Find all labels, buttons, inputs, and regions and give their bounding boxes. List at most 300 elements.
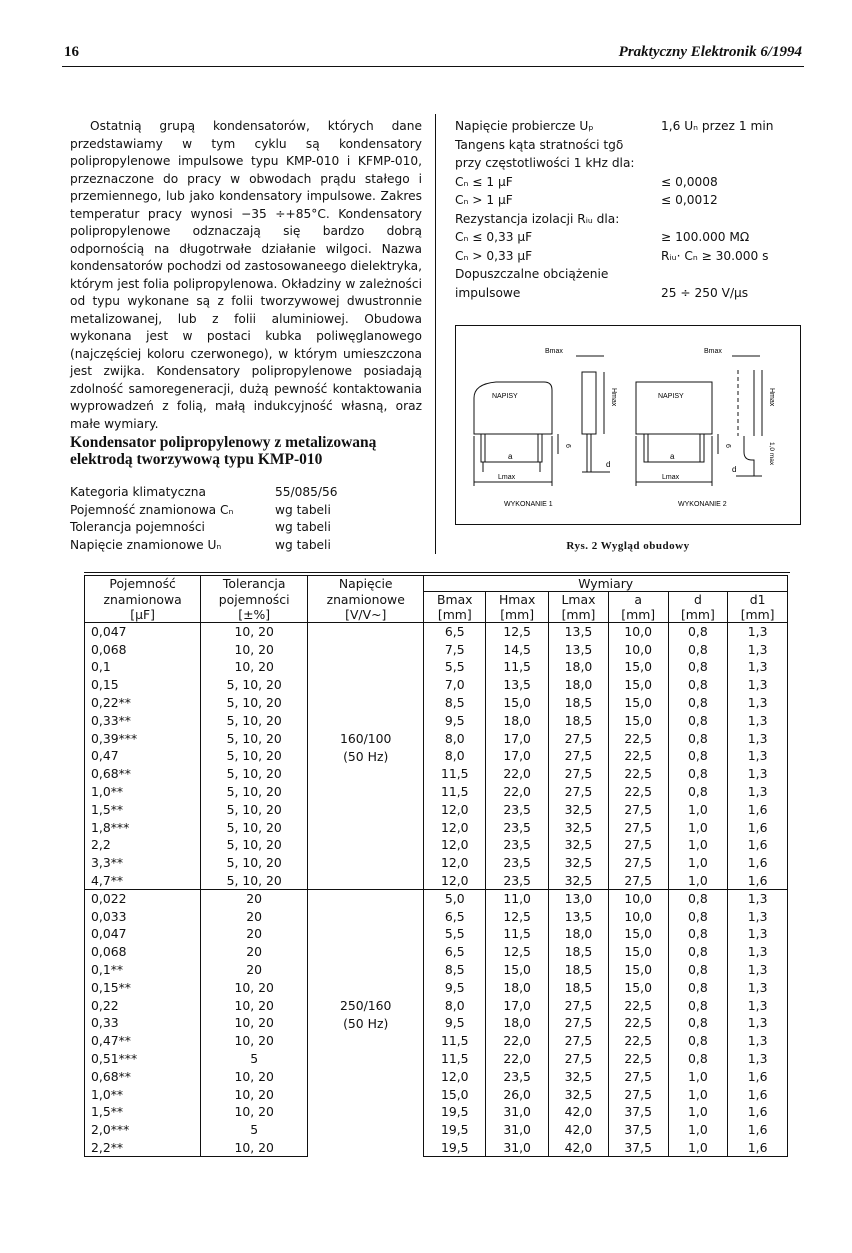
cell-bmax: 6,5 [424, 907, 486, 925]
cell-capacitance: 0,022 [85, 889, 201, 907]
cell-d: 0,8 [668, 943, 728, 961]
voltage-frequency: (50 Hz) [343, 1015, 389, 1031]
cell-hmax: 15,0 [486, 694, 549, 712]
cell-lmax: 27,5 [549, 996, 609, 1014]
cell-a: 37,5 [608, 1121, 668, 1139]
cell-bmax: 8,0 [424, 729, 486, 747]
cell-bmax: 12,0 [424, 818, 486, 836]
cell-lmax: 32,5 [549, 800, 609, 818]
cell-lmax: 13,0 [549, 889, 609, 907]
col-lmax-unit: [mm] [549, 607, 609, 623]
table-row [85, 961, 788, 979]
cell-lmax: 32,5 [549, 818, 609, 836]
cell-capacitance: 0,047 [85, 925, 201, 943]
cell-tolerance: 5, 10, 20 [201, 765, 308, 783]
section-heading: Kondensator polipropylenowy z metalizowaną elektrodą tworzywową typu KMP-010 [70, 434, 377, 468]
cell-d1: 1,3 [728, 729, 788, 747]
cell-d1: 1,6 [728, 1085, 788, 1103]
table-row [85, 1103, 788, 1121]
table-row [85, 907, 788, 925]
cell-lmax: 18,5 [549, 943, 609, 961]
spec-value: 1,6 Uₙ przez 1 min [661, 119, 774, 133]
table-row [85, 711, 788, 729]
cell-d1: 1,3 [728, 978, 788, 996]
table-row [85, 996, 788, 1014]
cell-d1: 1,3 [728, 889, 788, 907]
cell-bmax: 5,5 [424, 925, 486, 943]
col-volt-h2: znamionowe [308, 592, 424, 608]
cell-voltage [308, 889, 424, 1156]
cell-d1: 1,6 [728, 1067, 788, 1085]
cell-bmax: 11,5 [424, 783, 486, 801]
napisy-label-v1: NAPISY [492, 393, 518, 400]
table-row [85, 818, 788, 836]
cell-d: 0,8 [668, 783, 728, 801]
cell-capacitance: 0,15 [85, 676, 201, 694]
table-row [85, 765, 788, 783]
cell-lmax: 18,0 [549, 658, 609, 676]
col-lmax: Lmax [549, 592, 609, 608]
col-d1-unit: [mm] [728, 607, 788, 623]
table-row [85, 694, 788, 712]
cell-bmax: 11,5 [424, 765, 486, 783]
cell-a: 27,5 [608, 818, 668, 836]
cell-bmax: 8,0 [424, 996, 486, 1014]
table-row [85, 1085, 788, 1103]
table-row [85, 623, 788, 641]
variant1-label: WYKONANIE 1 [504, 501, 553, 508]
cell-capacitance: 0,1** [85, 961, 201, 979]
cell-d1: 1,6 [728, 1103, 788, 1121]
spec-value: ≥ 100.000 MΩ [661, 230, 750, 244]
cell-hmax: 14,5 [486, 640, 549, 658]
cell-capacitance: 0,22** [85, 694, 201, 712]
table-row [85, 1139, 788, 1157]
cell-lmax: 13,5 [549, 640, 609, 658]
cell-hmax: 31,0 [486, 1121, 549, 1139]
cell-hmax: 23,5 [486, 872, 549, 890]
table-row [85, 1014, 788, 1032]
col-hmax-unit: [mm] [486, 607, 549, 623]
dims-group-header: Wymiary [424, 576, 788, 592]
cell-bmax: 5,0 [424, 889, 486, 907]
capacitor-table [84, 575, 788, 1157]
cell-a: 22,5 [608, 747, 668, 765]
lmax-label-v1: Lmax [498, 474, 516, 481]
cell-lmax: 18,5 [549, 694, 609, 712]
cell-voltage [308, 623, 424, 890]
col-volt-h1: Napięcie [308, 576, 424, 592]
cell-hmax: 17,0 [486, 729, 549, 747]
housing-drawing [456, 326, 802, 526]
cell-capacitance: 0,39*** [85, 729, 201, 747]
cell-a: 15,0 [608, 676, 668, 694]
bmax-label-v1: Bmax [545, 348, 563, 355]
cell-hmax: 31,0 [486, 1103, 549, 1121]
cell-lmax: 32,5 [549, 1085, 609, 1103]
cell-d1: 1,3 [728, 1014, 788, 1032]
cell-d: 1,0 [668, 800, 728, 818]
spec-row [455, 210, 773, 229]
housing-figure [455, 325, 801, 525]
lead-right-v2 [700, 434, 704, 462]
table-row [85, 1121, 788, 1139]
table-row [85, 836, 788, 854]
spec-row [455, 265, 773, 284]
cell-d1: 1,3 [728, 925, 788, 943]
spec-value: wg tabeli [275, 537, 331, 552]
spec-row [455, 117, 773, 136]
cell-hmax: 23,5 [486, 818, 549, 836]
spec-label: Cₙ ≤ 1 µF [455, 174, 513, 189]
six-label-v2: 6 [724, 444, 731, 448]
cell-a: 10,0 [608, 640, 668, 658]
table-row [85, 872, 788, 890]
table-group-250v [85, 889, 788, 1156]
cell-d: 1,0 [668, 872, 728, 890]
cell-d: 1,0 [668, 1085, 728, 1103]
spec-row [455, 173, 773, 192]
journal-title: Praktyczny Elektronik 6/1994 [618, 44, 802, 60]
lead-side-v2 [744, 436, 754, 476]
spec-row [70, 519, 338, 537]
cell-hmax: 12,5 [486, 907, 549, 925]
hmax-label-v2: Hmax [768, 388, 775, 407]
cell-a: 15,0 [608, 694, 668, 712]
cell-hmax: 22,0 [486, 783, 549, 801]
cell-tolerance: 5, 10, 20 [201, 711, 308, 729]
cell-a: 15,0 [608, 961, 668, 979]
cell-capacitance: 0,22 [85, 996, 201, 1014]
cell-d: 0,8 [668, 907, 728, 925]
cell-d1: 1,6 [728, 1121, 788, 1139]
cell-lmax: 32,5 [549, 836, 609, 854]
cell-d1: 1,6 [728, 872, 788, 890]
cell-capacitance: 0,047 [85, 623, 201, 641]
cell-a: 10,0 [608, 623, 668, 641]
spec-label: Pojemność znamionowa Cₙ [70, 502, 234, 517]
cell-tolerance: 5, 10, 20 [201, 694, 308, 712]
col-volt-unit: [V/V~] [308, 607, 424, 623]
cell-tolerance: 10, 20 [201, 640, 308, 658]
cell-tolerance: 10, 20 [201, 996, 308, 1014]
col-d1: d1 [728, 592, 788, 608]
d-label-v1: d [606, 460, 611, 469]
cell-bmax: 12,0 [424, 854, 486, 872]
cell-hmax: 12,5 [486, 943, 549, 961]
cell-lmax: 18,5 [549, 961, 609, 979]
cell-bmax: 15,0 [424, 1085, 486, 1103]
cell-a: 22,5 [608, 1032, 668, 1050]
cell-lmax: 27,5 [549, 783, 609, 801]
cell-tolerance: 10, 20 [201, 1139, 308, 1157]
cell-d: 1,0 [668, 818, 728, 836]
cell-a: 22,5 [608, 1014, 668, 1032]
cell-tolerance: 5, 10, 20 [201, 729, 308, 747]
figure-caption: Rys. 2 Wygląd obudowy [566, 540, 690, 552]
cell-hmax: 11,5 [486, 658, 549, 676]
cell-d: 0,8 [668, 996, 728, 1014]
specs-right [455, 117, 773, 302]
cell-a: 37,5 [608, 1103, 668, 1121]
cell-lmax: 27,5 [549, 729, 609, 747]
spec-row [70, 502, 338, 520]
cell-lmax: 27,5 [549, 1032, 609, 1050]
cell-tolerance: 20 [201, 943, 308, 961]
table-row [85, 800, 788, 818]
cell-d: 0,8 [668, 694, 728, 712]
cell-lmax: 32,5 [549, 1067, 609, 1085]
col-cap-unit: [µF] [85, 607, 201, 623]
cell-capacitance: 0,068 [85, 640, 201, 658]
cell-hmax: 17,0 [486, 996, 549, 1014]
cell-d1: 1,3 [728, 907, 788, 925]
cell-hmax: 11,5 [486, 925, 549, 943]
cell-d: 0,8 [668, 640, 728, 658]
table-top-rule [84, 572, 790, 573]
col-a-unit: [mm] [608, 607, 668, 623]
cell-capacitance: 0,1 [85, 658, 201, 676]
col-bmax: Bmax [424, 592, 486, 608]
napisy-label-v2: NAPISY [658, 393, 684, 400]
cell-bmax: 12,0 [424, 800, 486, 818]
table-row [85, 747, 788, 765]
cell-bmax: 19,5 [424, 1121, 486, 1139]
cell-a: 27,5 [608, 836, 668, 854]
cell-bmax: 12,0 [424, 836, 486, 854]
cell-a: 15,0 [608, 943, 668, 961]
spec-label: Dopuszczalne obciążenie [455, 267, 609, 281]
spec-label: Tangens kąta stratności tgδ [455, 137, 624, 152]
cell-tolerance: 5 [201, 1121, 308, 1139]
cell-a: 22,5 [608, 996, 668, 1014]
cell-bmax: 9,5 [424, 978, 486, 996]
cell-d: 0,8 [668, 1014, 728, 1032]
cell-d1: 1,6 [728, 836, 788, 854]
cell-d1: 1,3 [728, 747, 788, 765]
table-row [85, 1050, 788, 1068]
cell-capacitance: 1,5** [85, 800, 201, 818]
body-front-v1 [474, 382, 552, 434]
cell-d: 1,0 [668, 854, 728, 872]
cell-d: 1,0 [668, 836, 728, 854]
cell-hmax: 17,0 [486, 747, 549, 765]
cell-lmax: 18,0 [549, 676, 609, 694]
cell-d1: 1,6 [728, 1139, 788, 1157]
cell-d: 1,0 [668, 1121, 728, 1139]
cell-tolerance: 20 [201, 925, 308, 943]
cell-capacitance: 0,51*** [85, 1050, 201, 1068]
cell-a: 15,0 [608, 711, 668, 729]
cell-lmax: 13,5 [549, 907, 609, 925]
lead-right-v1 [538, 434, 542, 462]
cell-tolerance: 10, 20 [201, 1014, 308, 1032]
cell-capacitance: 0,33** [85, 711, 201, 729]
cell-tolerance: 5, 10, 20 [201, 836, 308, 854]
spec-value: ≤ 0,0012 [661, 193, 718, 207]
table-row [85, 658, 788, 676]
cell-bmax: 9,5 [424, 711, 486, 729]
cell-d1: 1,6 [728, 818, 788, 836]
cell-lmax: 42,0 [549, 1121, 609, 1139]
lead-bend-label: 1,0 max [768, 442, 775, 466]
cell-capacitance: 2,2 [85, 836, 201, 854]
cell-tolerance: 10, 20 [201, 1085, 308, 1103]
column-divider [435, 114, 436, 554]
cell-capacitance: 0,068 [85, 943, 201, 961]
cell-bmax: 7,0 [424, 676, 486, 694]
variant2-label: WYKONANIE 2 [678, 501, 727, 508]
spec-value: wg tabeli [275, 520, 331, 534]
cell-d1: 1,3 [728, 694, 788, 712]
table-row [85, 1032, 788, 1050]
cell-d: 1,0 [668, 1103, 728, 1121]
cell-capacitance: 4,7** [85, 872, 201, 890]
six-label-v1: 6 [564, 444, 571, 448]
cell-d: 0,8 [668, 729, 728, 747]
cell-tolerance: 5, 10, 20 [201, 872, 308, 890]
cell-d1: 1,6 [728, 800, 788, 818]
cell-hmax: 13,5 [486, 676, 549, 694]
cell-hmax: 18,0 [486, 711, 549, 729]
cell-bmax: 12,0 [424, 1067, 486, 1085]
spec-label: Napięcie znamionowe Uₙ [70, 537, 222, 552]
table-row [85, 676, 788, 694]
cell-a: 37,5 [608, 1139, 668, 1157]
page-number: 16 [64, 44, 79, 60]
cell-tolerance: 5, 10, 20 [201, 800, 308, 818]
table-row [85, 854, 788, 872]
cell-lmax: 18,0 [549, 925, 609, 943]
cell-d: 0,8 [668, 889, 728, 907]
cell-tolerance: 10, 20 [201, 978, 308, 996]
cell-hmax: 22,0 [486, 1032, 549, 1050]
d-label-v2: d [732, 465, 737, 474]
cell-capacitance: 0,68** [85, 765, 201, 783]
cell-a: 22,5 [608, 765, 668, 783]
cell-hmax: 31,0 [486, 1139, 549, 1157]
cell-d: 0,8 [668, 978, 728, 996]
cell-tolerance: 5, 10, 20 [201, 818, 308, 836]
cell-d1: 1,3 [728, 961, 788, 979]
spec-label: impulsowe [455, 285, 521, 300]
cell-hmax: 18,0 [486, 978, 549, 996]
cell-a: 22,5 [608, 1050, 668, 1068]
table-row [85, 889, 788, 907]
cell-a: 22,5 [608, 729, 668, 747]
cell-d: 0,8 [668, 658, 728, 676]
spec-row [455, 191, 773, 210]
bmax-label-v2: Bmax [704, 348, 722, 355]
lmax-label-v2: Lmax [662, 474, 680, 481]
col-tol-h2: pojemności [201, 592, 308, 608]
a-label-v1: a [508, 452, 513, 461]
cell-bmax: 12,0 [424, 872, 486, 890]
voltage-value: 160/100 [339, 730, 392, 746]
col-bmax-unit: [mm] [424, 607, 486, 623]
cell-capacitance: 3,3** [85, 854, 201, 872]
voltage-value: 250/160 [339, 997, 392, 1013]
cell-tolerance: 5 [201, 1050, 308, 1068]
cell-hmax: 23,5 [486, 854, 549, 872]
cell-d1: 1,3 [728, 640, 788, 658]
cell-d: 0,8 [668, 961, 728, 979]
cell-bmax: 19,5 [424, 1139, 486, 1157]
cell-hmax: 23,5 [486, 800, 549, 818]
cell-capacitance: 1,5** [85, 1103, 201, 1121]
voltage-frequency: (50 Hz) [343, 748, 389, 764]
cell-d: 1,0 [668, 1139, 728, 1157]
cell-capacitance: 0,47 [85, 747, 201, 765]
spec-value: Rᵢᵤ· Cₙ ≥ 30.000 s [661, 248, 769, 263]
cell-tolerance: 10, 20 [201, 1032, 308, 1050]
spec-value: wg tabeli [275, 502, 331, 517]
cell-d: 0,8 [668, 1032, 728, 1050]
cell-bmax: 5,5 [424, 658, 486, 676]
cell-d1: 1,3 [728, 658, 788, 676]
cell-capacitance: 1,8*** [85, 818, 201, 836]
cell-lmax: 42,0 [549, 1103, 609, 1121]
cell-a: 27,5 [608, 800, 668, 818]
spec-value: 25 ÷ 250 V/µs [661, 285, 749, 300]
cell-a: 27,5 [608, 1085, 668, 1103]
cell-lmax: 18,5 [549, 711, 609, 729]
cell-hmax: 15,0 [486, 961, 549, 979]
spec-label: Cₙ > 0,33 µF [455, 248, 533, 263]
cell-capacitance: 1,0** [85, 783, 201, 801]
cell-lmax: 42,0 [549, 1139, 609, 1157]
spec-label: przy częstotliwości 1 kHz dla: [455, 156, 635, 170]
body-front-v2 [636, 382, 712, 434]
table-row [85, 783, 788, 801]
cell-lmax: 32,5 [549, 872, 609, 890]
table-row [85, 925, 788, 943]
a-label-v2: a [670, 452, 675, 461]
table-row [85, 978, 788, 996]
cell-hmax: 22,0 [486, 1050, 549, 1068]
cell-bmax: 6,5 [424, 943, 486, 961]
cell-d1: 1,3 [728, 765, 788, 783]
cell-bmax: 8,0 [424, 747, 486, 765]
cell-tolerance: 5, 10, 20 [201, 783, 308, 801]
col-tol-unit: [±%] [201, 607, 308, 623]
cell-d: 0,8 [668, 711, 728, 729]
spec-row [70, 484, 338, 502]
table-row [85, 943, 788, 961]
lead-side-v1 [587, 434, 591, 472]
cell-tolerance: 10, 20 [201, 658, 308, 676]
cell-tolerance: 5, 10, 20 [201, 676, 308, 694]
cell-a: 27,5 [608, 1067, 668, 1085]
cell-bmax: 6,5 [424, 623, 486, 641]
cell-bmax: 11,5 [424, 1032, 486, 1050]
col-a: a [608, 592, 668, 608]
cell-capacitance: 0,33 [85, 1014, 201, 1032]
cell-bmax: 8,5 [424, 694, 486, 712]
cell-a: 15,0 [608, 978, 668, 996]
cell-lmax: 27,5 [549, 765, 609, 783]
cell-tolerance: 5, 10, 20 [201, 747, 308, 765]
spec-row [455, 154, 773, 173]
spec-row [455, 228, 773, 247]
spec-row [455, 284, 773, 303]
cell-a: 15,0 [608, 658, 668, 676]
cell-tolerance: 10, 20 [201, 1103, 308, 1121]
col-tol-h1: Tolerancja [201, 576, 308, 592]
cell-a: 27,5 [608, 872, 668, 890]
cell-capacitance: 0,68** [85, 1067, 201, 1085]
cell-hmax: 26,0 [486, 1085, 549, 1103]
